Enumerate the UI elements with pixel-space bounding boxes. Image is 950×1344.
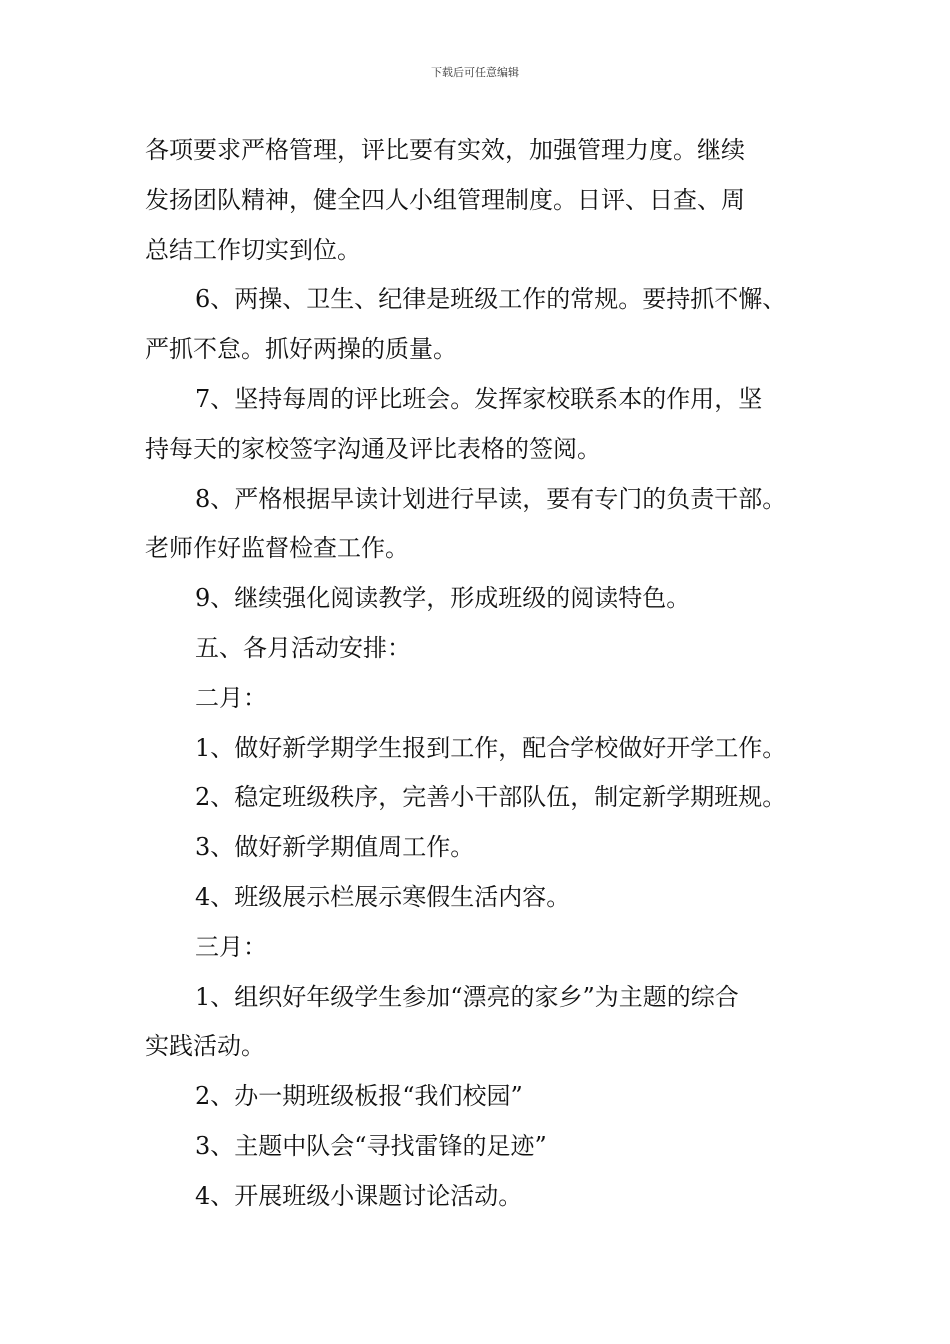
text-line: 4、开展班级小课题讨论活动。: [195, 1181, 523, 1210]
text-line: 6、两操、卫生、纪律是班级工作的常规。要持抓不懈、: [195, 285, 787, 314]
text-line: 1、组织好年级学生参加“漂亮的家乡”为主题的综合: [195, 982, 739, 1011]
month-heading: 三月：: [195, 932, 267, 961]
text-line: 7、坚持每周的评比班会。发挥家校联系本的作用，坚: [195, 384, 763, 413]
page-header-note: 下载后可任意编辑: [431, 66, 519, 79]
body-text: [145, 126, 835, 1222]
text-line: 4、班级展示栏展示寒假生活内容。: [195, 882, 571, 911]
text-line: 2、稳定班级秩序，完善小干部队伍，制定新学期班规。: [195, 783, 787, 812]
text-line: 3、做好新学期值周工作。: [195, 833, 475, 862]
month-heading: 二月：: [195, 683, 267, 712]
text-line: 9、继续强化阅读教学，形成班级的阅读特色。: [195, 584, 691, 613]
text-line: 各项要求严格管理，评比要有实效，加强管理力度。继续: [145, 136, 745, 164]
text-line: 总结工作切实到位。: [145, 235, 361, 264]
text-line: 严抓不怠。抓好两操的质量。: [145, 335, 457, 364]
text-line: 2、办一期班级板报“我们校园”: [195, 1082, 523, 1111]
text-line: 实践活动。: [145, 1032, 265, 1061]
text-line: 3、主题中队会“寻找雷锋的足迹”: [195, 1131, 547, 1160]
text-line: 1、做好新学期学生报到工作，配合学校做好开学工作。: [195, 733, 787, 762]
section-heading: 五、各月活动安排：: [195, 633, 411, 662]
text-line: 8、严格根据早读计划进行早读，要有专门的负责干部。: [195, 484, 787, 513]
text-line: 发扬团队精神，健全四人小组管理制度。日评、日查、周: [145, 185, 745, 214]
text-line: 老师作好监督检查工作。: [145, 534, 409, 563]
text-line: 持每天的家校签字沟通及评比表格的签阅。: [145, 434, 601, 463]
